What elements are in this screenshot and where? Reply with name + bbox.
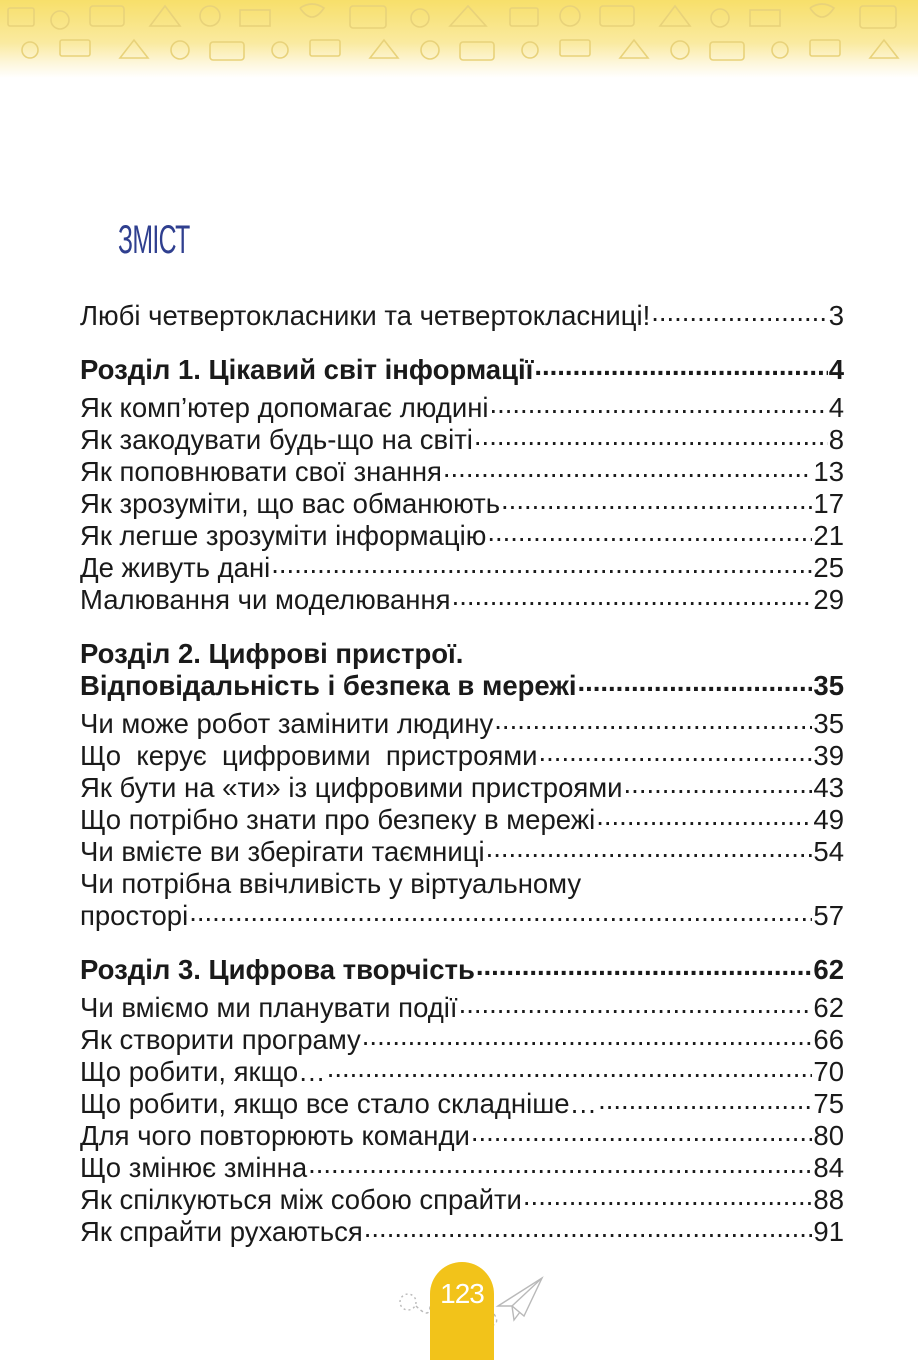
toc-entry-page: 84 <box>813 1152 844 1183</box>
leader-dots <box>534 357 827 379</box>
toc-entry-page: 75 <box>813 1088 844 1119</box>
toc-entry-page: 80 <box>813 1120 844 1151</box>
toc-entry-label: Як спрайти рухаються <box>80 1216 363 1247</box>
section-heading-page: 62 <box>813 954 844 985</box>
section-heading-2[interactable] <box>80 670 844 702</box>
leader-dots <box>476 957 813 979</box>
leader-dots <box>189 903 812 925</box>
toc-entry[interactable] <box>80 740 844 772</box>
toc-entry[interactable] <box>80 900 844 932</box>
toc-entry-label: Що робити, якщо… <box>80 1056 326 1087</box>
page-number: 123 <box>440 1278 484 1309</box>
toc-entry[interactable] <box>80 1184 844 1216</box>
toc-entry[interactable] <box>80 1120 844 1152</box>
leader-dots <box>577 673 812 695</box>
toc-entry[interactable] <box>80 1216 844 1248</box>
leader-dots <box>364 1219 813 1241</box>
section-heading-1[interactable] <box>80 354 844 386</box>
toc-entry-page: 88 <box>813 1184 844 1215</box>
doodle-pattern <box>0 0 918 78</box>
leader-dots <box>539 743 813 765</box>
toc-entry-page: 54 <box>813 836 844 867</box>
toc-entry-page: 13 <box>813 456 844 487</box>
toc-entry-page: 25 <box>813 552 844 583</box>
leader-dots <box>459 995 813 1017</box>
section-heading-3[interactable] <box>80 954 844 986</box>
toc-entry[interactable] <box>80 1056 844 1088</box>
toc-entry[interactable] <box>80 992 844 1024</box>
toc-entry[interactable] <box>80 836 844 868</box>
page-number-badge <box>430 1262 494 1360</box>
toc-entry-label: Чи може робот замінити людину <box>80 708 494 739</box>
toc-entry[interactable] <box>80 1152 844 1184</box>
toc-entry[interactable] <box>80 1024 844 1056</box>
toc-entry-page: 43 <box>813 772 844 803</box>
leader-dots <box>624 775 813 797</box>
leader-dots <box>490 395 828 417</box>
section-heading-page: 4 <box>828 354 844 385</box>
toc-entry-label: просторі <box>80 900 189 931</box>
toc-entry-page: 29 <box>813 584 844 615</box>
toc-entry-label: Як бути на «ти» із цифровими пристроями <box>80 772 623 803</box>
toc-entry-intro[interactable] <box>80 300 844 332</box>
toc-entry[interactable] <box>80 424 844 456</box>
leader-dots <box>596 807 812 829</box>
toc-entry-label: Чи вмієте ви зберігати таємниці <box>80 836 485 867</box>
section-heading-label: Розділ 3. Цифрова творчість <box>80 954 475 985</box>
toc-entry-label: Як комп’ютер допомагає людині <box>80 392 489 423</box>
toc-entry-label: Як спілкуються між собою спрайти <box>80 1184 522 1215</box>
toc-entry-page: 70 <box>813 1056 844 1087</box>
toc-entry-label: Малювання чи моделювання <box>80 584 451 615</box>
toc-entry[interactable] <box>80 552 844 584</box>
toc-entry-page: 62 <box>813 992 844 1023</box>
leader-dots <box>471 1123 813 1145</box>
toc-entry-label: Що робити, якщо все стало складніше… <box>80 1088 598 1119</box>
toc-entry-page: 49 <box>813 804 844 835</box>
leader-dots <box>651 303 827 325</box>
decorative-header-band <box>0 0 918 78</box>
section-heading-2-line1[interactable]: Розділ 2. Цифрові пристрої. <box>80 638 464 669</box>
section-heading-page: 35 <box>813 670 844 701</box>
toc-entry-label: Любі четвертокласники та четвертокласниці! <box>80 300 651 331</box>
toc-entry-label: Як створити програму <box>80 1024 361 1055</box>
section-heading-label: Відповідальність і безпека в мережі <box>80 670 577 701</box>
toc-entry[interactable] <box>80 392 844 424</box>
leader-dots <box>327 1059 813 1081</box>
toc-entry-label: Що керує цифровими пристроями <box>80 740 538 771</box>
leader-dots <box>271 555 812 577</box>
toc-entry[interactable] <box>80 708 844 740</box>
leader-dots <box>452 587 813 609</box>
toc-entry-label: Для чого повторюють команди <box>80 1120 470 1151</box>
toc-entry-label: Як легше зрозуміти інформацію <box>80 520 487 551</box>
toc-entry-page: 21 <box>813 520 844 551</box>
leader-dots <box>443 459 813 481</box>
toc-entry-page: 17 <box>813 488 844 519</box>
page-title: ЗМІСТ <box>118 218 190 262</box>
toc-entry-page: 3 <box>828 300 844 331</box>
toc-entry-page: 4 <box>828 392 844 423</box>
toc-entry[interactable] <box>80 488 844 520</box>
toc-entry-label: Як поповнювати свої знання <box>80 456 442 487</box>
toc-entry[interactable] <box>80 520 844 552</box>
toc-entry[interactable] <box>80 584 844 616</box>
toc-entry-label: Як закодувати будь-що на світі <box>80 424 473 455</box>
leader-dots <box>523 1187 812 1209</box>
toc-entry[interactable] <box>80 804 844 836</box>
table-of-contents <box>80 300 844 1248</box>
toc-entry-page: 66 <box>813 1024 844 1055</box>
toc-entry[interactable] <box>80 456 844 488</box>
toc-entry-label: Як зрозуміти, що вас обманюють <box>80 488 501 519</box>
toc-entry-line1[interactable]: Чи потрібна ввічливість у віртуальному <box>80 868 582 899</box>
toc-entry-label: Чи вміємо ми планувати події <box>80 992 458 1023</box>
leader-dots <box>486 839 813 861</box>
leader-dots <box>362 1027 813 1049</box>
leader-dots <box>474 427 828 449</box>
toc-entry-page: 8 <box>828 424 844 455</box>
leader-dots <box>487 523 812 545</box>
toc-entry-label: Де живуть дані <box>80 552 271 583</box>
leader-dots <box>598 1091 812 1113</box>
leader-dots <box>308 1155 812 1177</box>
toc-entry-label: Що потрібно знати про безпеку в мережі <box>80 804 596 835</box>
leader-dots <box>494 711 812 733</box>
leader-dots <box>501 491 812 513</box>
section-heading-label: Розділ 1. Цікавий світ інформації <box>80 354 534 385</box>
toc-entry-page: 35 <box>813 708 844 739</box>
toc-entry[interactable] <box>80 1088 844 1120</box>
toc-entry-label: Що змінює змінна <box>80 1152 308 1183</box>
toc-entry-page: 91 <box>813 1216 844 1247</box>
toc-entry-page: 39 <box>813 740 844 771</box>
toc-entry[interactable] <box>80 772 844 804</box>
toc-entry-page: 57 <box>813 900 844 931</box>
